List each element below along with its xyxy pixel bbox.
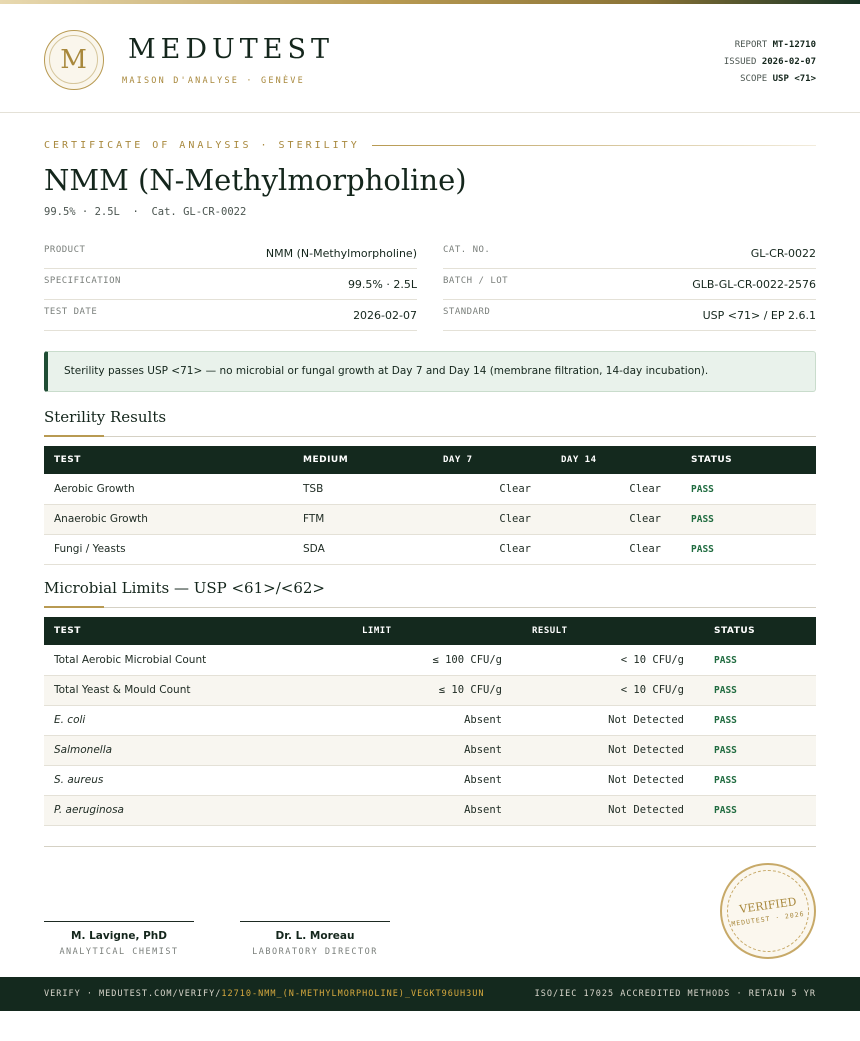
limit: Absent	[464, 774, 502, 786]
field-cat-no	[443, 238, 816, 269]
column-header: TEST	[54, 455, 81, 465]
test-name: Total Yeast & Mould Count	[54, 684, 191, 696]
meta-issued: ISSUED 2026-02-07	[723, 57, 816, 67]
verify-code: 12710-NMM_(N-METHYLMORPHOLINE)_VEGKT96UH3UN	[221, 989, 485, 999]
seal-text: VERIFIED	[738, 895, 798, 916]
field-standard	[443, 300, 816, 331]
table-row	[44, 474, 816, 504]
accreditation-note: ISO/IEC 17025 ACCREDITED METHODS · RETAIN 5 YR	[534, 989, 816, 999]
table-header-row	[44, 617, 816, 645]
test-name: Aerobic Growth	[54, 482, 135, 495]
test-name: Salmonella	[54, 744, 113, 756]
day14-result: Clear	[629, 482, 661, 495]
microbial-limits-table	[44, 617, 816, 826]
column-header: RESULT	[532, 626, 568, 636]
test-name: P. aeruginosa	[54, 804, 124, 816]
field-value: 99.5% · 2.5L	[347, 278, 417, 291]
sterility-section-title: Sterility Results	[44, 408, 167, 426]
document-eyebrow	[44, 138, 816, 152]
meta-scope: SCOPE USP <71>	[740, 74, 816, 84]
microbial-section-title: Microbial Limits — USP <61>/<62>	[44, 579, 325, 597]
callout-text: Sterility passes USP <71> — no microbial or fungal growth at Day 7 and Day 14 (membrane filtration, 14-day incubation).	[64, 365, 709, 377]
field-specification	[44, 269, 417, 300]
test-name: Total Aerobic Microbial Count	[54, 653, 207, 666]
brand-tagline: MAISON D'ANALYSE · GENÈVE	[122, 76, 305, 86]
column-header: DAY 14	[561, 455, 597, 465]
section-rule	[44, 607, 816, 608]
field-label: STANDARD	[443, 307, 491, 317]
report-meta	[724, 37, 816, 88]
field-label: SPECIFICATION	[44, 276, 121, 286]
footer-bar	[0, 977, 860, 1011]
verify-link[interactable]	[44, 989, 484, 999]
limit: ≤ 100 CFU/g	[432, 653, 502, 666]
medium: SDA	[303, 543, 325, 555]
result: Not Detected	[608, 744, 684, 756]
page-subtitle: 99.5% · 2.5L · Cat. GL-CR-0022	[44, 206, 247, 218]
meta-report: REPORT MT-12710	[734, 40, 816, 50]
section-rule	[44, 436, 816, 437]
status-badge: PASS	[691, 544, 714, 555]
status-badge: PASS	[691, 483, 714, 495]
status-badge: PASS	[714, 654, 737, 666]
status-badge: PASS	[714, 805, 737, 816]
signatory-name: M. Lavigne, PhD	[71, 930, 167, 942]
limit: ≤ 10 CFU/g	[438, 684, 502, 696]
column-header: LIMIT	[362, 626, 392, 636]
medium: FTM	[303, 513, 325, 525]
table-row	[44, 705, 816, 735]
table-row	[44, 534, 816, 564]
test-name: Fungi / Yeasts	[54, 543, 126, 555]
limit: Absent	[464, 744, 502, 756]
signature-divider	[44, 846, 816, 847]
field-label: CAT. NO.	[443, 245, 491, 255]
field-label: PRODUCT	[44, 245, 86, 255]
limit: Absent	[464, 804, 502, 816]
test-name: S. aureus	[54, 774, 104, 786]
signature-block-director	[240, 921, 390, 957]
medium: TSB	[303, 482, 324, 495]
limit: Absent	[464, 714, 502, 726]
result: < 10 CFU/g	[620, 653, 684, 666]
day7-result: Clear	[499, 543, 531, 555]
seal-subtext: MEDUTEST · 2026	[730, 909, 806, 929]
result: Not Detected	[608, 774, 684, 786]
day7-result: Clear	[499, 513, 531, 525]
day7-result: Clear	[499, 482, 531, 495]
verified-seal	[720, 863, 816, 959]
signatory-name: Dr. L. Moreau	[275, 930, 355, 942]
report-header	[0, 4, 860, 113]
table-row	[44, 504, 816, 534]
field-value: NMM (N-Methylmorpholine)	[265, 247, 417, 260]
status-badge: PASS	[714, 775, 737, 786]
column-header: TEST	[54, 626, 81, 636]
signatory-role: LABORATORY DIRECTOR	[252, 947, 378, 957]
logo-letter: M	[49, 35, 98, 84]
field-value: USP <71> / EP 2.6.1	[702, 309, 816, 322]
field-test-date	[44, 300, 417, 331]
table-row	[44, 645, 816, 675]
signature-block-chemist	[44, 921, 194, 957]
result: Not Detected	[608, 804, 684, 816]
field-batch-lot	[443, 269, 816, 300]
table-row	[44, 735, 816, 765]
day14-result: Clear	[629, 543, 661, 555]
page-title: NMM (N-Methylmorpholine)	[44, 163, 467, 197]
sterility-table	[44, 446, 816, 565]
verify-prefix: VERIFY · MEDUTEST.COM/VERIFY/	[44, 989, 222, 999]
table-row	[44, 795, 816, 825]
day14-result: Clear	[629, 513, 661, 525]
field-product	[44, 238, 417, 269]
field-label: TEST DATE	[44, 307, 98, 317]
table-row	[44, 675, 816, 705]
result: < 10 CFU/g	[620, 684, 684, 696]
test-name: Anaerobic Growth	[54, 513, 148, 525]
column-header: STATUS	[714, 626, 756, 636]
table-header-row	[44, 446, 816, 474]
field-value: GLB-GL-CR-0022-2576	[692, 278, 816, 291]
logo	[44, 30, 104, 90]
field-value: GL-CR-0022	[750, 247, 816, 260]
column-header: DAY 7	[443, 455, 473, 465]
section-accent	[44, 435, 104, 437]
status-badge: PASS	[691, 514, 714, 525]
status-badge: PASS	[714, 715, 737, 726]
eyebrow-text: CERTIFICATE OF ANALYSIS · STERILITY	[44, 139, 360, 151]
field-label: BATCH / LOT	[443, 276, 509, 286]
status-badge: PASS	[714, 745, 737, 756]
brand-name: MEDUTEST	[128, 34, 334, 65]
column-header: MEDIUM	[303, 455, 349, 465]
section-accent	[44, 606, 104, 608]
column-header: STATUS	[691, 455, 733, 465]
test-name: E. coli	[54, 714, 86, 726]
result: Not Detected	[608, 714, 684, 726]
signatory-role: ANALYTICAL CHEMIST	[59, 947, 179, 957]
result-callout	[44, 351, 816, 392]
status-badge: PASS	[714, 685, 737, 696]
field-value: 2026-02-07	[353, 309, 417, 322]
table-row	[44, 765, 816, 795]
eyebrow-rule	[372, 145, 816, 146]
